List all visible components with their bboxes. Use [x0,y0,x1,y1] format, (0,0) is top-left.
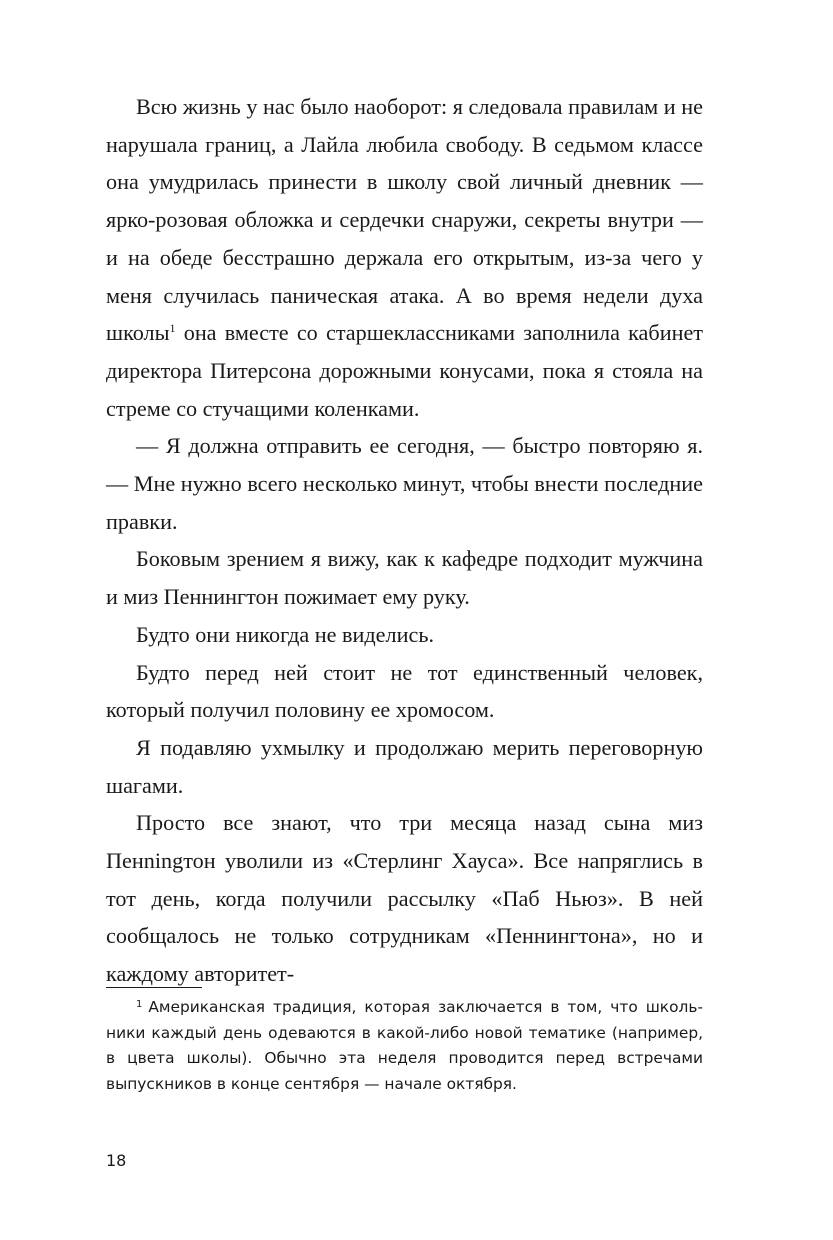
footnote-text: Американская традиция, которая заключается в том, что школьники каждый день одеваются в какой-либо новой тематике (например, в цвета школы). Обычно эта неделя проводится перед встречами выпускников в конце сентября — начале октября. [106,998,703,1093]
paragraph: Я подавляю ухмылку и продолжаю мерить переговорную шагами. [106,734,703,798]
main-text [106,88,703,993]
paragraph: — Я должна отправить ее сегодня, — быстро повторяю я. — Мне нужно всего несколько минут, чтобы внести последние правки. [106,433,703,534]
paragraph-text: Всю жизнь у нас было наоборот: я следовала правилам и не нарушала границ, а Лайла любила свободу. В седьмом классе она умудрилась принести в школу свой личный дневник — ярко-розовая обложка и сердечки снаружи, секреты внутри — и на обеде бесстрашно держала его открытым, из-за чего у меня случилась паническая атака. А во время недели духа школы [106,94,703,346]
paragraph: Будто они никогда не виделись. [136,621,434,647]
page-number: 18 [106,1151,127,1170]
paragraph: Просто все знают, что три месяца назад сына миз Пенningтон уволили из «Стерлинг Хауса». Все напряглись в тот день, когда получили рассылку «Паб Ньюз». В ней сообщалось не только сотрудникам «Пеннингтона», но и каждому авторитет- [106,810,703,987]
footnote-reference: 1 [169,321,176,336]
paragraph [106,88,703,427]
paragraph: Будто перед ней стоит не тот единственный человек, который получил половину ее хромосом. [106,659,703,723]
footnote-mark: 1 [136,999,143,1010]
footnote-divider [106,987,202,988]
paragraph: Боковым зрением я вижу, как к кафедре подходит мужчина и миз Пеннингтон пожимает ему руку. [106,546,703,610]
paragraph-text: она вместе со старшеклассниками заполнила кабинет директора Питерсона дорожными конусами, пока я стояла на стреме со стучащими коленками. [106,320,703,421]
footnote [106,995,703,1097]
